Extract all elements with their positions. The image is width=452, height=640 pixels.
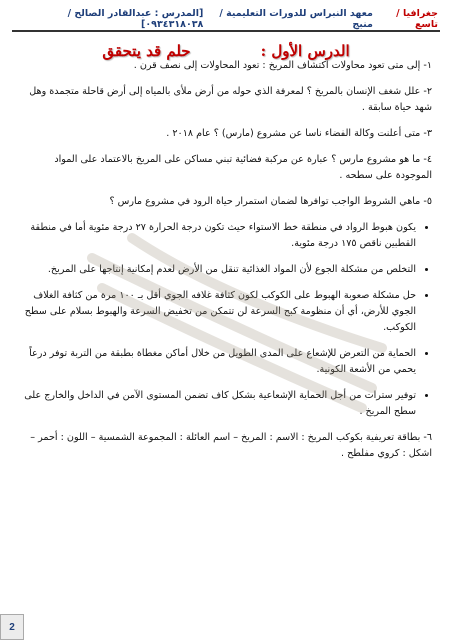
lesson-label: الدرس الأول :	[260, 42, 350, 60]
document-page	[12, 8, 440, 614]
question-3: ٣- متى أعلنت وكالة الفضاء ناسا عن مشروع (مارس) ؟ عام ٢٠١٨ .	[166, 128, 432, 139]
question-5: ٥- ماهي الشروط الواجب توافرها لضمان استمرار حياة الرود في مشروع مارس ؟	[109, 196, 432, 207]
question-4: ٤- ما هو مشروع مارس ؟ عبارة عن مركبة فضائية تبني مساكن على المريخ بالاعتماد على المواد الموجودة على سطحه .	[54, 154, 432, 181]
page-header	[12, 8, 440, 32]
conditions-list	[20, 220, 432, 420]
lesson-title: حلم قد يتحقق	[102, 42, 191, 60]
subject-label: جغرافيا / تاسع	[396, 8, 438, 30]
question-2: ٢- علل شغف الإنسان بالمريخ ؟ لمعرفة الذي حوله من أرض ملأى بالمياه إلى أرض قاحلة متجمدة وهل شهد حياة سابقة .	[29, 86, 432, 113]
teacher-label: [المدرس : عبدالقادر الصالح /٠٩٣٤٣١٨٠٣٨]	[67, 8, 204, 30]
question-6: ٦- بطاقة تعريفية بكوكب المريخ : الاسم : المريخ – اسم العائلة : المجموعة الشمسية – اللون : أحمر – اشكل : كروي مفلطح .	[30, 432, 432, 459]
list-item: • الحماية من التعرض للإشعاع على المدى الطويل من خلال أماكن مغطاة بطبقة من التربة توفر درعاً يحمي من الأشعة الكونية.	[20, 346, 416, 378]
list-item: • يكون هبوط الرواد في منطقة خط الاستواء حيث تكون درجة الحرارة ٢٧ درجة مئوية أما في منطقة القطبين ناقص ١٧٥ درجة مئوية.	[20, 220, 416, 252]
list-item: • حل مشكلة صعوبة الهبوط على الكوكب لكون كثافة غلافه الجوي أقل بـ ١٠٠ مرة من كثافة الغلاف الجوي للأرض، أي أن منظومة كبح السرعة لن تتمكن من تخفيض السرعة والهبوط بسلام على سطح الكوكب.	[20, 288, 416, 336]
list-item: • التخلص من مشكلة الجوع لأن المواد الغذائية تنقل من الأرض لعدم إمكانية إنتاجها على المريخ.	[20, 262, 416, 278]
question-1: ١- إلى متى تعود محاولات اكتشاف المريخ : تعود المحاولات إلى نصف قرن .	[133, 60, 432, 71]
list-item: • توفير سترات من أجل الحماية الإشعاعية بشكل كاف تضمن المستوى الآمن في الداخل والخارج على سطح المريخ .	[20, 388, 416, 420]
lesson-content	[20, 58, 432, 472]
page-number: 2	[0, 614, 24, 640]
institute-label: معهد النبراس للدورات التعليمية / منبج	[219, 8, 373, 30]
